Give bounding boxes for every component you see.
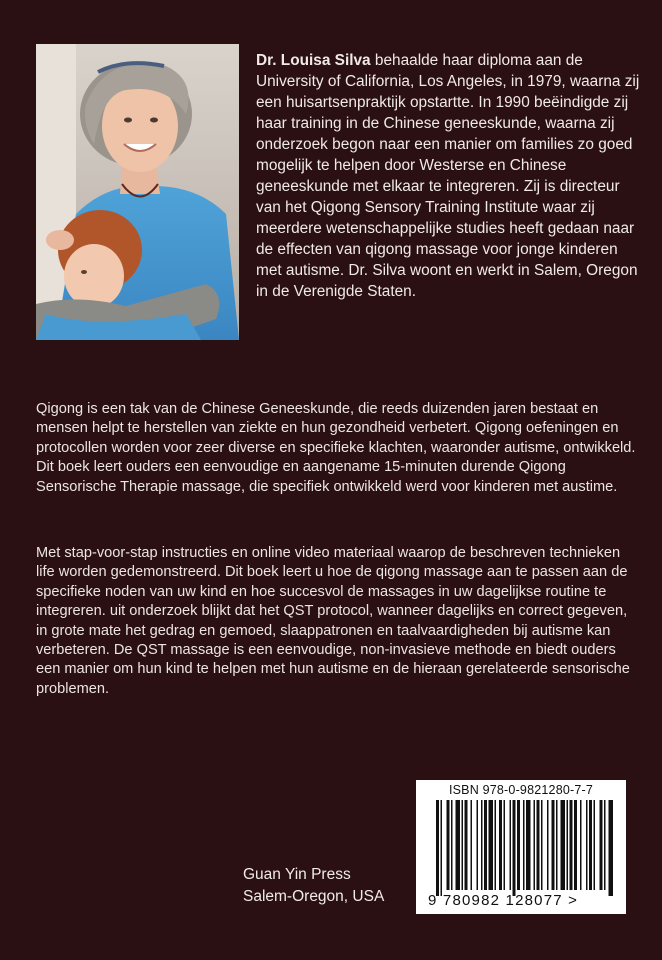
description-paragraph-1: Qigong is een tak van de Chinese Geneeskunde, die reeds duizenden jaren bestaat en mensen helpt te herstellen van ziekte en hun gezondheid verbetert. Qigong oefeningen en protocollen worden voor zeer diverse en specifieke klachten, waaronder autisme, ontwikkeld. Dit boek leert ouders een eenvoudige en aangename 15-minuten durende Qigong Sensorische Therapie massage, die specifiek ontwikkeld werd voor kinderen met austime.	[36, 401, 636, 495]
barcode-bar	[441, 800, 443, 896]
barcode-bar	[570, 800, 573, 890]
barcode-bar	[561, 800, 566, 890]
barcode-bar	[471, 800, 473, 890]
barcode-bar	[547, 800, 549, 890]
barcode-bar	[504, 800, 506, 890]
barcode-bar	[526, 800, 531, 890]
barcode-bar	[586, 800, 588, 890]
author-with-child-photo-icon	[36, 44, 239, 340]
barcode-bar	[489, 800, 494, 890]
barcode-bar	[456, 800, 461, 890]
barcode-bar	[451, 800, 453, 890]
barcode-bar	[510, 800, 512, 890]
barcode-bar	[580, 800, 582, 890]
publisher-block	[243, 864, 384, 908]
barcode-bar	[537, 800, 540, 890]
barcode-bar	[499, 800, 502, 890]
barcode-bar	[609, 800, 614, 896]
barcode-bar	[513, 800, 516, 896]
barcode-bar	[552, 800, 555, 890]
barcode-digits: 9 780982 128077 >	[428, 892, 579, 909]
barcode-bar	[465, 800, 468, 890]
barcode-bar	[567, 800, 569, 890]
barcode-bar	[600, 800, 603, 890]
barcode-bar	[447, 800, 450, 890]
barcode-bar	[484, 800, 487, 890]
barcode-bar	[523, 800, 525, 890]
barcode-bar	[589, 800, 592, 890]
author-photo	[36, 44, 239, 340]
barcode-bar	[436, 800, 439, 896]
barcode-bar	[541, 800, 543, 890]
publisher-location: Salem-Oregon, USA	[243, 888, 385, 905]
barcode-bar	[574, 800, 577, 890]
author-name: Dr. Louisa Silva	[256, 52, 371, 69]
barcode-bar	[517, 800, 520, 890]
barcode-bar	[462, 800, 464, 890]
author-bio-text: behaalde haar diploma aan de University of California, Los Angeles, in 1979, waarna zij een huisartsenpraktijk opstartte. In 1990 beëindigde zij haar training in de Chinese geneeskunde, waarna zij onderzoek begon naar een manier om families zo goed mogelijk te helpen door Westerse en Chinese geneeskunde met elkaar te integreren. Zij is directeur van het Qigong Sensory Training Institute waar zij meerdere wetenschappelijke studies heeft gedaan naar de effecten van qigong massage voor jonge kinderen met autisme. Dr. Silva woont en werkt in Salem, Oregon in de Verenigde Staten.	[256, 52, 640, 300]
barcode-bar	[534, 800, 536, 890]
barcode-bar	[481, 800, 483, 890]
barcode-bar	[556, 800, 558, 890]
isbn-label: ISBN 978-0-9821280-7-7	[448, 783, 594, 797]
author-bio	[256, 50, 640, 302]
barcode-bar	[477, 800, 479, 890]
description-paragraph-2: Met stap-voor-stap instructies en online video materiaal waarop de beschreven technieken life worden gedemonstreerd. Dit boek leert u hoe de qigong massage aan te passen aan de specifieke noden van uw kind en hoe succesvol de massages in uw dagelijkse routine te integreren. uit onderzoek blijkt dat het QST protocol, wanneer dagelijks en correct gegeven, in grote mate het gedrag en gemoed, slaappatronen en taalvaardigheden bij autisme kan verbeteren. De QST massage is een eenvoudige, non-invasieve methode en biedt ouders een manier om hun kind te helpen met hun autisme en de hieraan gerelateerde sensorische problemen.	[36, 545, 630, 697]
isbn-barcode	[416, 780, 626, 914]
barcode-bar	[594, 800, 596, 890]
barcode-bar	[604, 800, 606, 890]
publisher-name: Guan Yin Press	[243, 866, 351, 883]
barcode-bar	[495, 800, 497, 890]
